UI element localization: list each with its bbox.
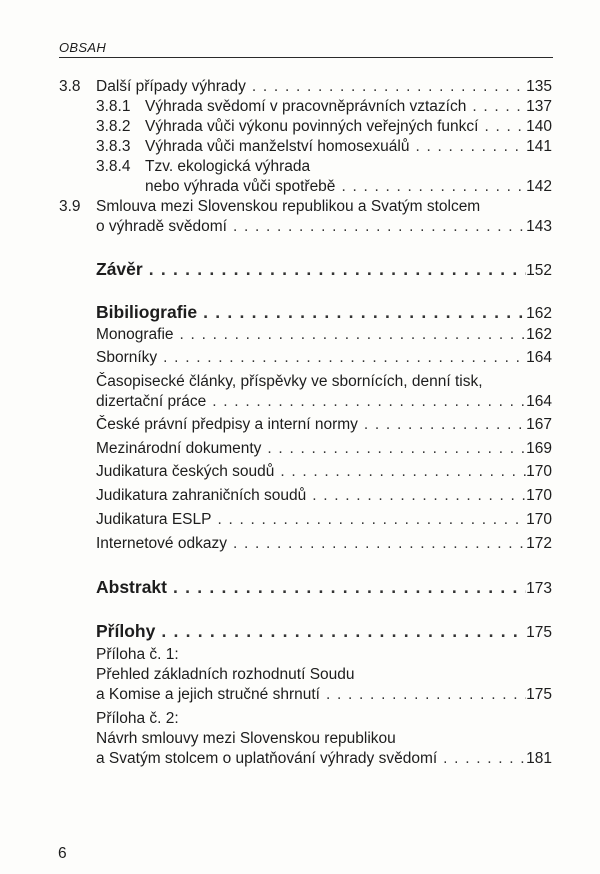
dot-leader <box>306 485 526 507</box>
dot-leader <box>211 509 526 531</box>
toc-entry-page: 169 <box>526 440 552 457</box>
toc-entry-page: 141 <box>526 138 552 155</box>
dot-leader <box>478 116 526 138</box>
dot-leader <box>167 576 526 598</box>
toc-entry-prilohy <box>0 620 600 642</box>
toc-entry-title-line1: Příloha č. 1: <box>96 646 179 663</box>
toc-entry-sborniky <box>0 347 600 369</box>
toc-entry-title-line3: a Komise a jejich stručné shrnutí <box>96 686 320 703</box>
toc-entry-title: Výhrada vůči výkonu povinných veřejných funkcí <box>145 118 479 135</box>
toc-entry-number: 3.8.1 <box>96 98 131 115</box>
toc-entry-bibliografie <box>0 301 600 323</box>
toc-entry-page: 143 <box>526 218 552 235</box>
toc-section-title: Přílohy <box>96 621 156 641</box>
toc-entry-title: Další případy výhrady <box>96 78 246 95</box>
toc-entry-3-9-line2 <box>0 216 600 238</box>
toc-entry-page: 181 <box>526 750 552 767</box>
toc-entry-3-8-4-line2 <box>0 176 600 198</box>
toc-entry-title: Monografie <box>96 326 174 343</box>
toc-entry-page: 162 <box>526 305 552 322</box>
toc-entry-priloha-2-line3 <box>0 748 600 770</box>
page-number: 6 <box>58 845 67 862</box>
toc-entry-page: 137 <box>526 98 552 115</box>
toc-entry-number: 3.8.4 <box>96 158 131 175</box>
dot-leader <box>437 748 526 770</box>
toc-entry-casopisecke-line1 <box>0 371 600 393</box>
toc-entry-title-line1: Příloha č. 2: <box>96 710 179 727</box>
toc-entry-title: Internetové odkazy <box>96 535 227 552</box>
toc-entry-page: 142 <box>526 178 552 195</box>
toc-entry-title: Výhrada vůči manželství homosexuálů <box>145 138 410 155</box>
toc-entry-priloha-2-line1 <box>0 708 600 730</box>
toc-entry-title-line2: o výhradě svědomí <box>96 218 227 235</box>
toc-entry-page: 170 <box>526 463 552 480</box>
dot-leader <box>358 414 526 436</box>
dot-leader <box>206 391 526 413</box>
toc-entry-number: 3.8.3 <box>96 138 131 155</box>
toc-entry-page: 175 <box>526 624 552 641</box>
toc-section-title: Závěr <box>96 259 143 279</box>
toc-entry-title: Judikatura ESLP <box>96 511 212 528</box>
toc-entry-3-8-1 <box>0 96 600 118</box>
toc-entry-page: 164 <box>526 393 552 410</box>
toc-entry-abstrakt <box>0 576 600 598</box>
toc-entry-3-8 <box>0 76 600 98</box>
toc-entry-page: 172 <box>526 535 552 552</box>
dot-leader <box>261 438 526 460</box>
toc-entry-3-8-4-line1 <box>0 156 600 178</box>
toc-entry-page: 175 <box>526 686 552 703</box>
dot-leader <box>274 461 526 483</box>
toc-entry-title: Mezinárodní dokumenty <box>96 440 262 457</box>
toc-entry-page: 135 <box>526 78 552 95</box>
toc-entry-title-line3: a Svatým stolcem o uplatňování výhrady svědomí <box>96 750 438 767</box>
toc-entry-title-line2: Návrh smlouvy mezi Slovenskou republikou <box>96 730 396 747</box>
toc-entry-number: 3.8 <box>59 78 81 95</box>
dot-leader <box>157 347 526 369</box>
toc-entry-judikatura-eslp <box>0 509 600 531</box>
toc-entry-page: 167 <box>526 416 552 433</box>
toc-entry-title-line2: dizertační práce <box>96 393 207 410</box>
toc-entry-title: Judikatura českých soudů <box>96 463 275 480</box>
toc-entry-title: Judikatura zahraničních soudů <box>96 487 307 504</box>
header-title: OBSAH <box>59 40 107 55</box>
dot-leader <box>227 216 526 238</box>
toc-entry-number: 3.8.2 <box>96 118 131 135</box>
dot-leader <box>466 96 526 118</box>
toc-entry-title-line1: Tzv. ekologická výhrada <box>145 158 311 175</box>
toc-entry-page: 152 <box>526 262 552 279</box>
toc-entry-ceske-predpisy <box>0 414 600 436</box>
toc-entry-title-line1: Smlouva mezi Slovenskou republikou a Svatým stolcem <box>96 198 481 215</box>
dot-leader <box>174 324 527 346</box>
dot-leader <box>246 76 526 98</box>
dot-leader <box>227 533 526 555</box>
toc-entry-priloha-2-line2 <box>0 728 600 750</box>
dot-leader <box>410 136 527 158</box>
toc-entry-title: České právní předpisy a interní normy <box>96 416 358 433</box>
toc-entry-page: 164 <box>526 349 552 366</box>
toc-entry-title: Sborníky <box>96 349 158 366</box>
toc-section-title: Bibiliografie <box>96 302 198 322</box>
toc-entry-title-line2: nebo výhrada vůči spotřebě <box>145 178 336 195</box>
toc-entry-zaver <box>0 258 600 280</box>
toc-entry-priloha-1-line1 <box>0 644 600 666</box>
toc-entry-mezinarodni <box>0 438 600 460</box>
toc-entry-judikatura-ceskych <box>0 461 600 483</box>
dot-leader <box>143 258 526 280</box>
dot-leader <box>155 620 526 642</box>
toc-entry-page: 170 <box>526 487 552 504</box>
toc-entry-number: 3.9 <box>59 198 81 215</box>
toc-entry-3-8-3 <box>0 136 600 158</box>
dot-leader <box>320 684 526 706</box>
toc-entry-priloha-1-line3 <box>0 684 600 706</box>
toc-entry-page: 170 <box>526 511 552 528</box>
toc-entry-internetove <box>0 533 600 555</box>
dot-leader <box>335 176 526 198</box>
toc-entry-judikatura-zahranicnich <box>0 485 600 507</box>
toc-entry-priloha-1-line2 <box>0 664 600 686</box>
toc-entry-title: Výhrada svědomí v pracovněprávních vztazích <box>145 98 467 115</box>
dot-leader <box>197 301 526 323</box>
toc-entry-title-line1: Časopisecké články, příspěvky ve sbornících, denní tisk, <box>96 373 483 390</box>
toc-entry-casopisecke-line2 <box>0 391 600 413</box>
toc-entry-page: 162 <box>526 326 552 343</box>
toc-entry-title-line2: Přehled základních rozhodnutí Soudu <box>96 666 355 683</box>
toc-entry-page: 140 <box>526 118 552 135</box>
toc-entry-monografie <box>0 324 600 346</box>
toc-entry-3-9-line1 <box>0 196 600 218</box>
header-rule <box>59 57 553 58</box>
toc-entry-3-8-2 <box>0 116 600 138</box>
toc-entry-page: 173 <box>526 580 552 597</box>
toc-section-title: Abstrakt <box>96 577 167 597</box>
